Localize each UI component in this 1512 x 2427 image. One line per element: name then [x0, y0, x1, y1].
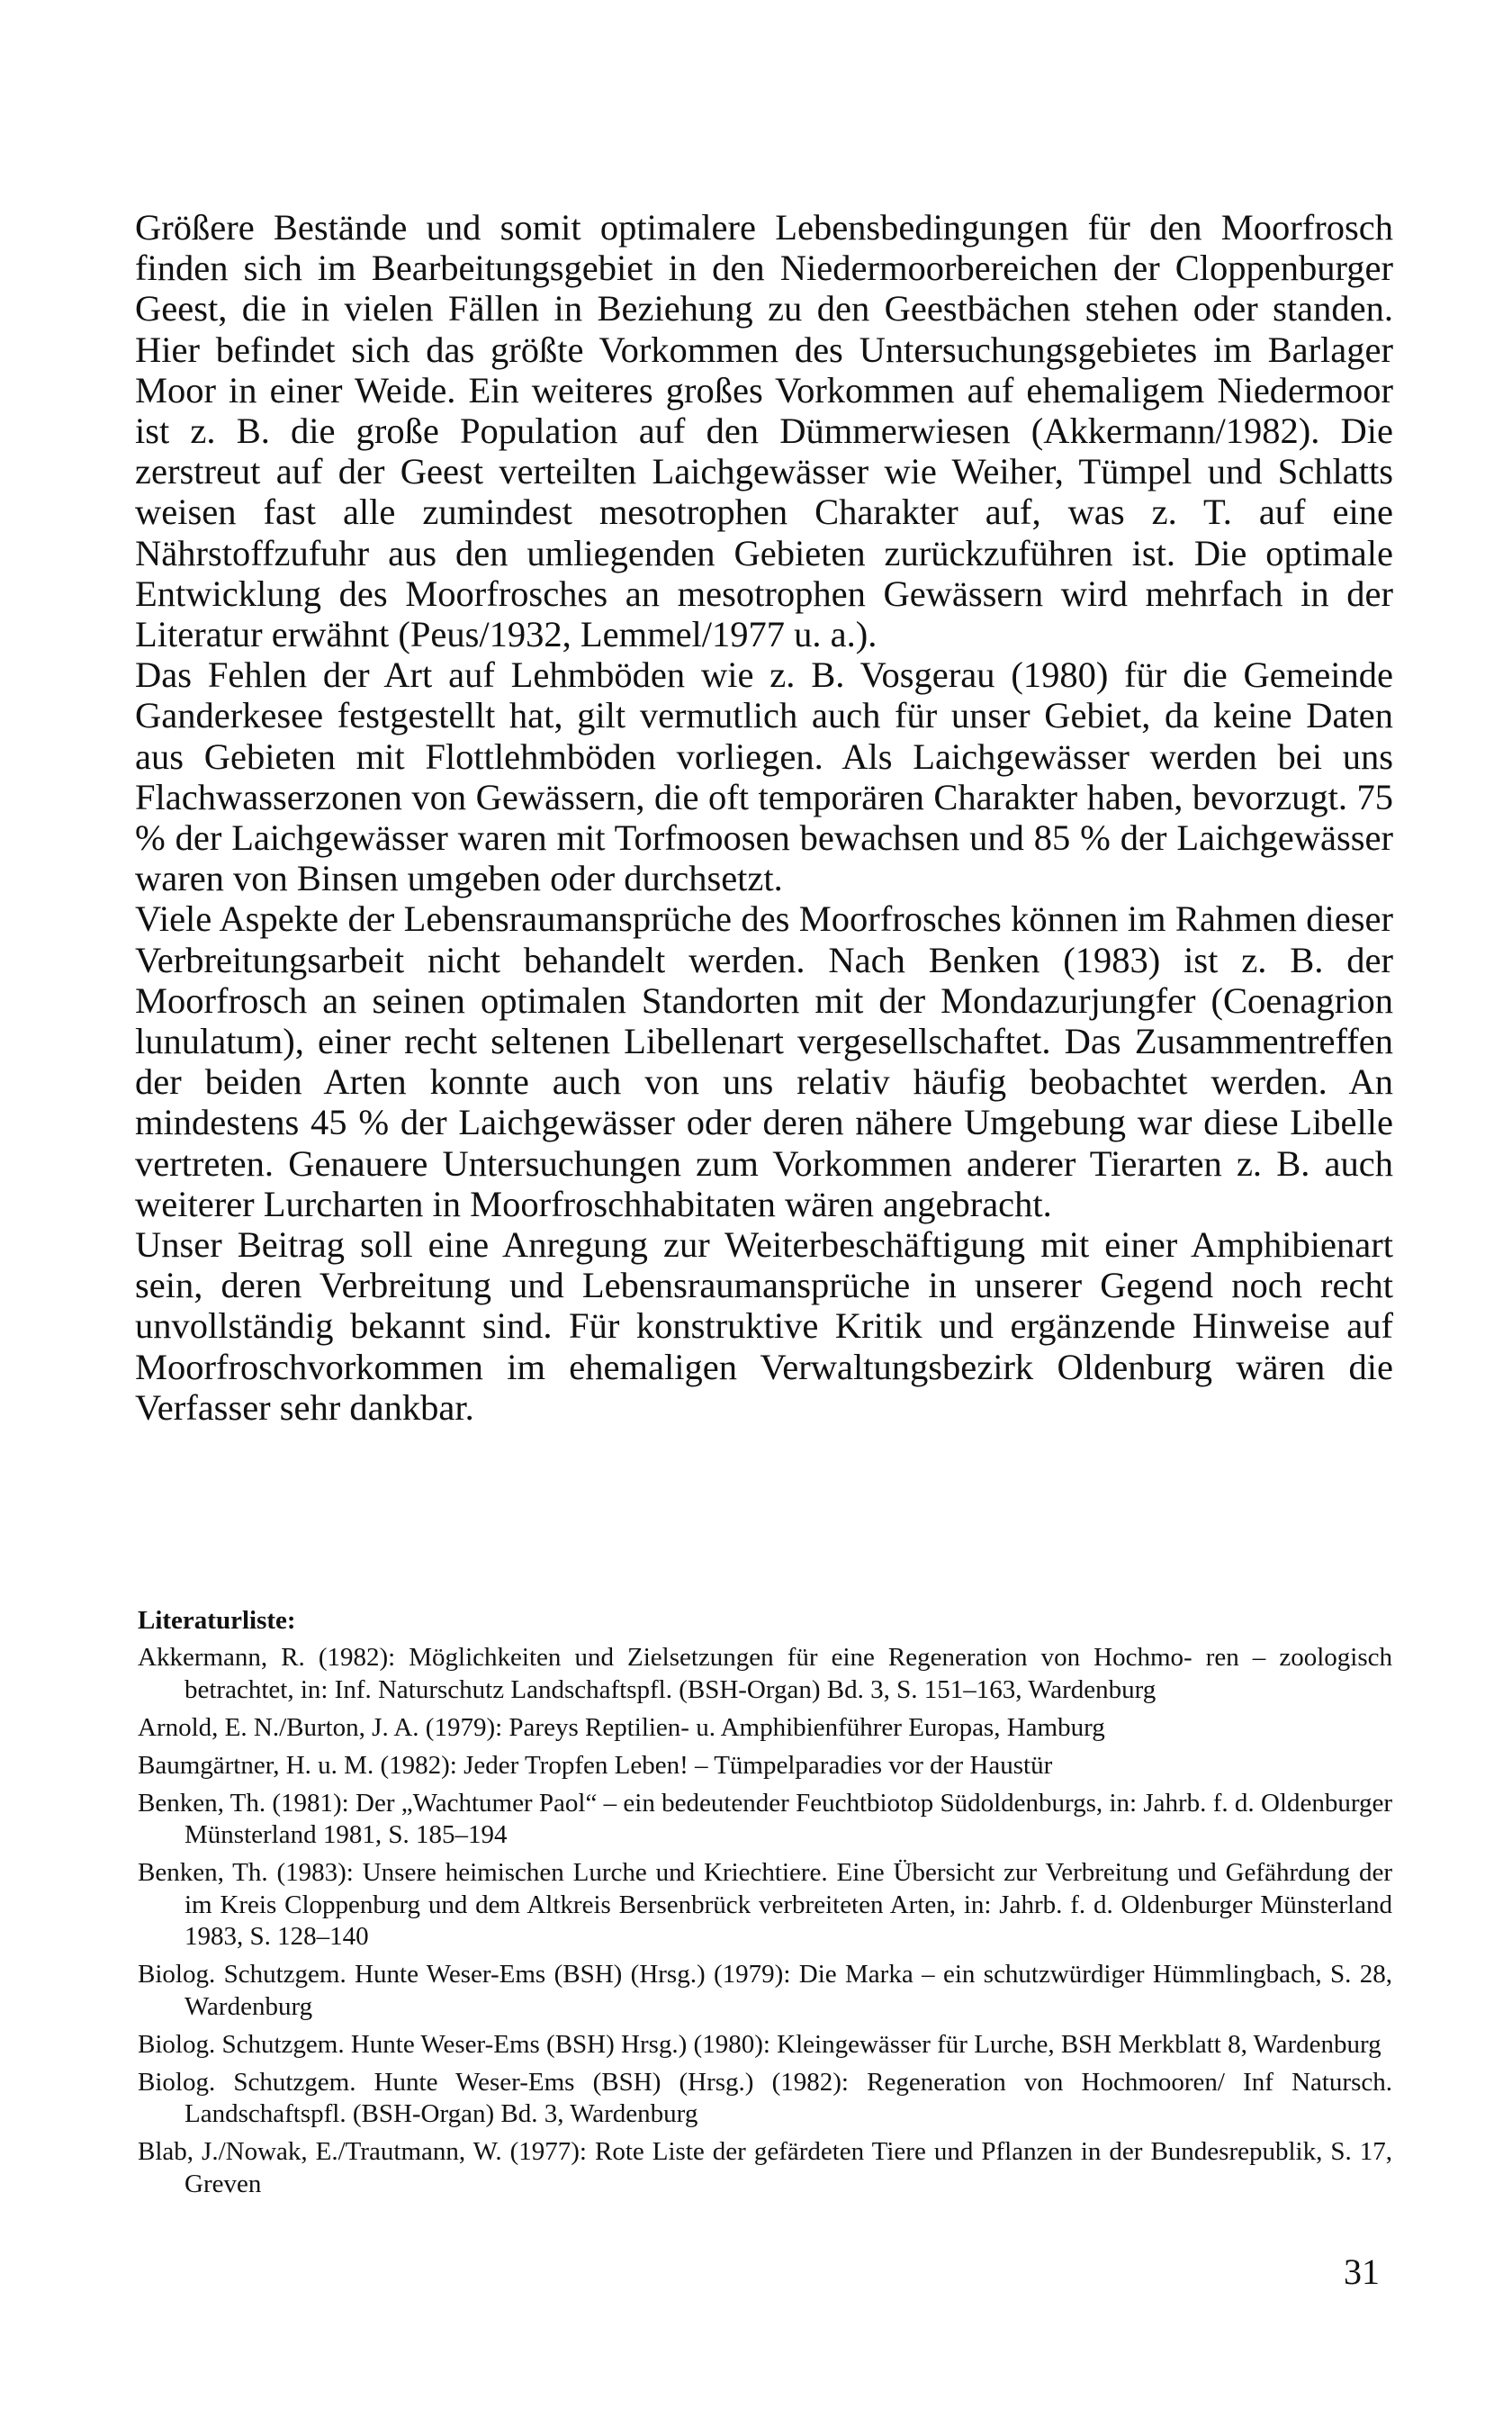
reference-item: Biolog. Schutzgem. Hunte Weser-Ems (BSH) (Hrsg.) (1979): Die Marka – ein schutzwürdiger Hümmlingbach, S. 28, Wardenburg: [138, 1960, 1392, 2021]
reference-list: [138, 1604, 1392, 2206]
reference-item: Biolog. Schutzgem. Hunte Weser-Ems (BSH) Hrsg.) (1980): Kleingewässer für Lurche, BSH Merkblatt 8, Wardenburg: [138, 2029, 1382, 2059]
reference-item: Benken, Th. (1983): Unsere heimischen Lurche und Kriechtiere. Eine Übersicht zur Verbreitung und Gefährdung der im Kreis Cloppenburg und dem Altkreis Bersenbrück verbreiteten Arten, in: Jahrb. f. d. Oldenburger Münsterland 1983, S. 128–140: [138, 1858, 1392, 1951]
reference-item: Akkermann, R. (1982): Möglichkeiten und Zielsetzungen für eine Regeneration von Hochmo- ren – zoologisch betrachtet, in: Inf. Naturschutz Landschaftspfl. (BSH-Organ) Bd. 3, S. 151–163, Wardenburg: [138, 1643, 1392, 1704]
main-text: [135, 207, 1393, 1428]
paragraph-3: Viele Aspekte der Lebensraumansprüche des Moorfrosches können im Rahmen dieser Verbreitungsarbeit nicht behandelt werden. Nach Benken (1983) ist z. B. der Moorfrosch an seinen optimalen Standorten mit der Mondazurjungfer (Coenagrion lunulatum), einer recht seltenen Libellenart vergesellschaftet. Das Zusammentreffen der beiden Arten konnte auch von uns relativ häufig beobachtet werden. An mindestens 45 % der Laichgewässer oder deren nähere Umgebung war diese Libelle vertreten. Genauere Untersuchungen zum Vorkommen anderer Tierarten z. B. auch weiterer Lurcharten in Moorfroschhabitaten wären angebracht.: [135, 898, 1393, 1224]
paragraph-2: Das Fehlen der Art auf Lehmböden wie z. B. Vosgerau (1980) für die Gemeinde Ganderkesee festgestellt hat, gilt vermutlich auch für unser Gebiet, da keine Daten aus Gebieten mit Flottlehmböden vorliegen. Als Laichgewässer werden bei uns Flachwasserzonen von Gewässern, die oft temporären Charakter haben, bevorzugt. 75 % der Laichgewässer waren mit Torfmoosen bewachsen und 85 % der Laichgewässer waren von Binsen umgeben oder durchsetzt.: [135, 654, 1393, 899]
reference-item: Baumgärtner, H. u. M. (1982): Jeder Tropfen Leben! – Tümpelparadies vor der Haustür: [138, 1750, 1053, 1780]
page-number: 31: [1344, 2251, 1380, 2292]
reference-item: Arnold, E. N./Burton, J. A. (1979): Pareys Reptilien- u. Amphibienführer Europas, Hamburg: [138, 1712, 1105, 1742]
reference-item: Benken, Th. (1981): Der „Wachtumer Paol“ – ein bedeutender Feuchtbiotop Südoldenburgs, in: Jahrb. f. d. Oldenburger Münsterland 1981, S. 185–194: [138, 1788, 1392, 1849]
reference-item: Blab, J./Nowak, E./Trautmann, W. (1977): Rote Liste der gefärdeten Tiere und Pflanzen in der Bundesrepublik, S. 17, Greven: [138, 2137, 1392, 2198]
reference-item: Biolog. Schutzgem. Hunte Weser-Ems (BSH) (Hrsg.) (1982): Regeneration von Hochmooren/ Inf Natursch. Landschaftspfl. (BSH-Organ) Bd. 3, Wardenburg: [138, 2067, 1392, 2128]
paragraph-4: Unser Beitrag soll eine Anregung zur Weiterbeschäftigung mit einer Amphibienart sein, deren Verbreitung und Lebensraumansprüche in unserer Gegend noch recht unvollständig bekannt sind. Für konstruktive Kritik und ergänzende Hinweise auf Moorfroschvorkommen im ehemaligen Verwaltungsbezirk Oldenburg wären die Verfasser sehr dankbar.: [135, 1224, 1393, 1428]
reference-list-heading: Literaturliste:: [138, 1606, 296, 1635]
paragraph-1: Größere Bestände und somit optimalere Lebensbedingungen für den Moorfrosch finden sich im Bearbeitungsgebiet in den Niedermoorbereichen der Cloppenburger Geest, die in vielen Fällen in Beziehung zu den Geestbächen stehen oder standen. Hier befindet sich das größte Vorkommen des Untersuchungsgebietes im Barlager Moor in einer Weide. Ein weiteres großes Vorkommen auf ehemaligem Niedermoor ist z. B. die große Population auf den Dümmerwiesen (Akkermann/1982). Die zerstreut auf der Geest verteilten Laichgewässer wie Weiher, Tümpel und Schlatts weisen fast alle zumindest mesotrophen Charakter auf, was z. T. auf eine Nährstoffzufuhr aus den umliegenden Gebieten zurückzuführen ist. Die optimale Entwicklung des Moorfrosches an mesotrophen Gewässern wird mehrfach in der Literatur erwähnt (Peus/1932, Lemmel/1977 u. a.).: [135, 207, 1393, 655]
